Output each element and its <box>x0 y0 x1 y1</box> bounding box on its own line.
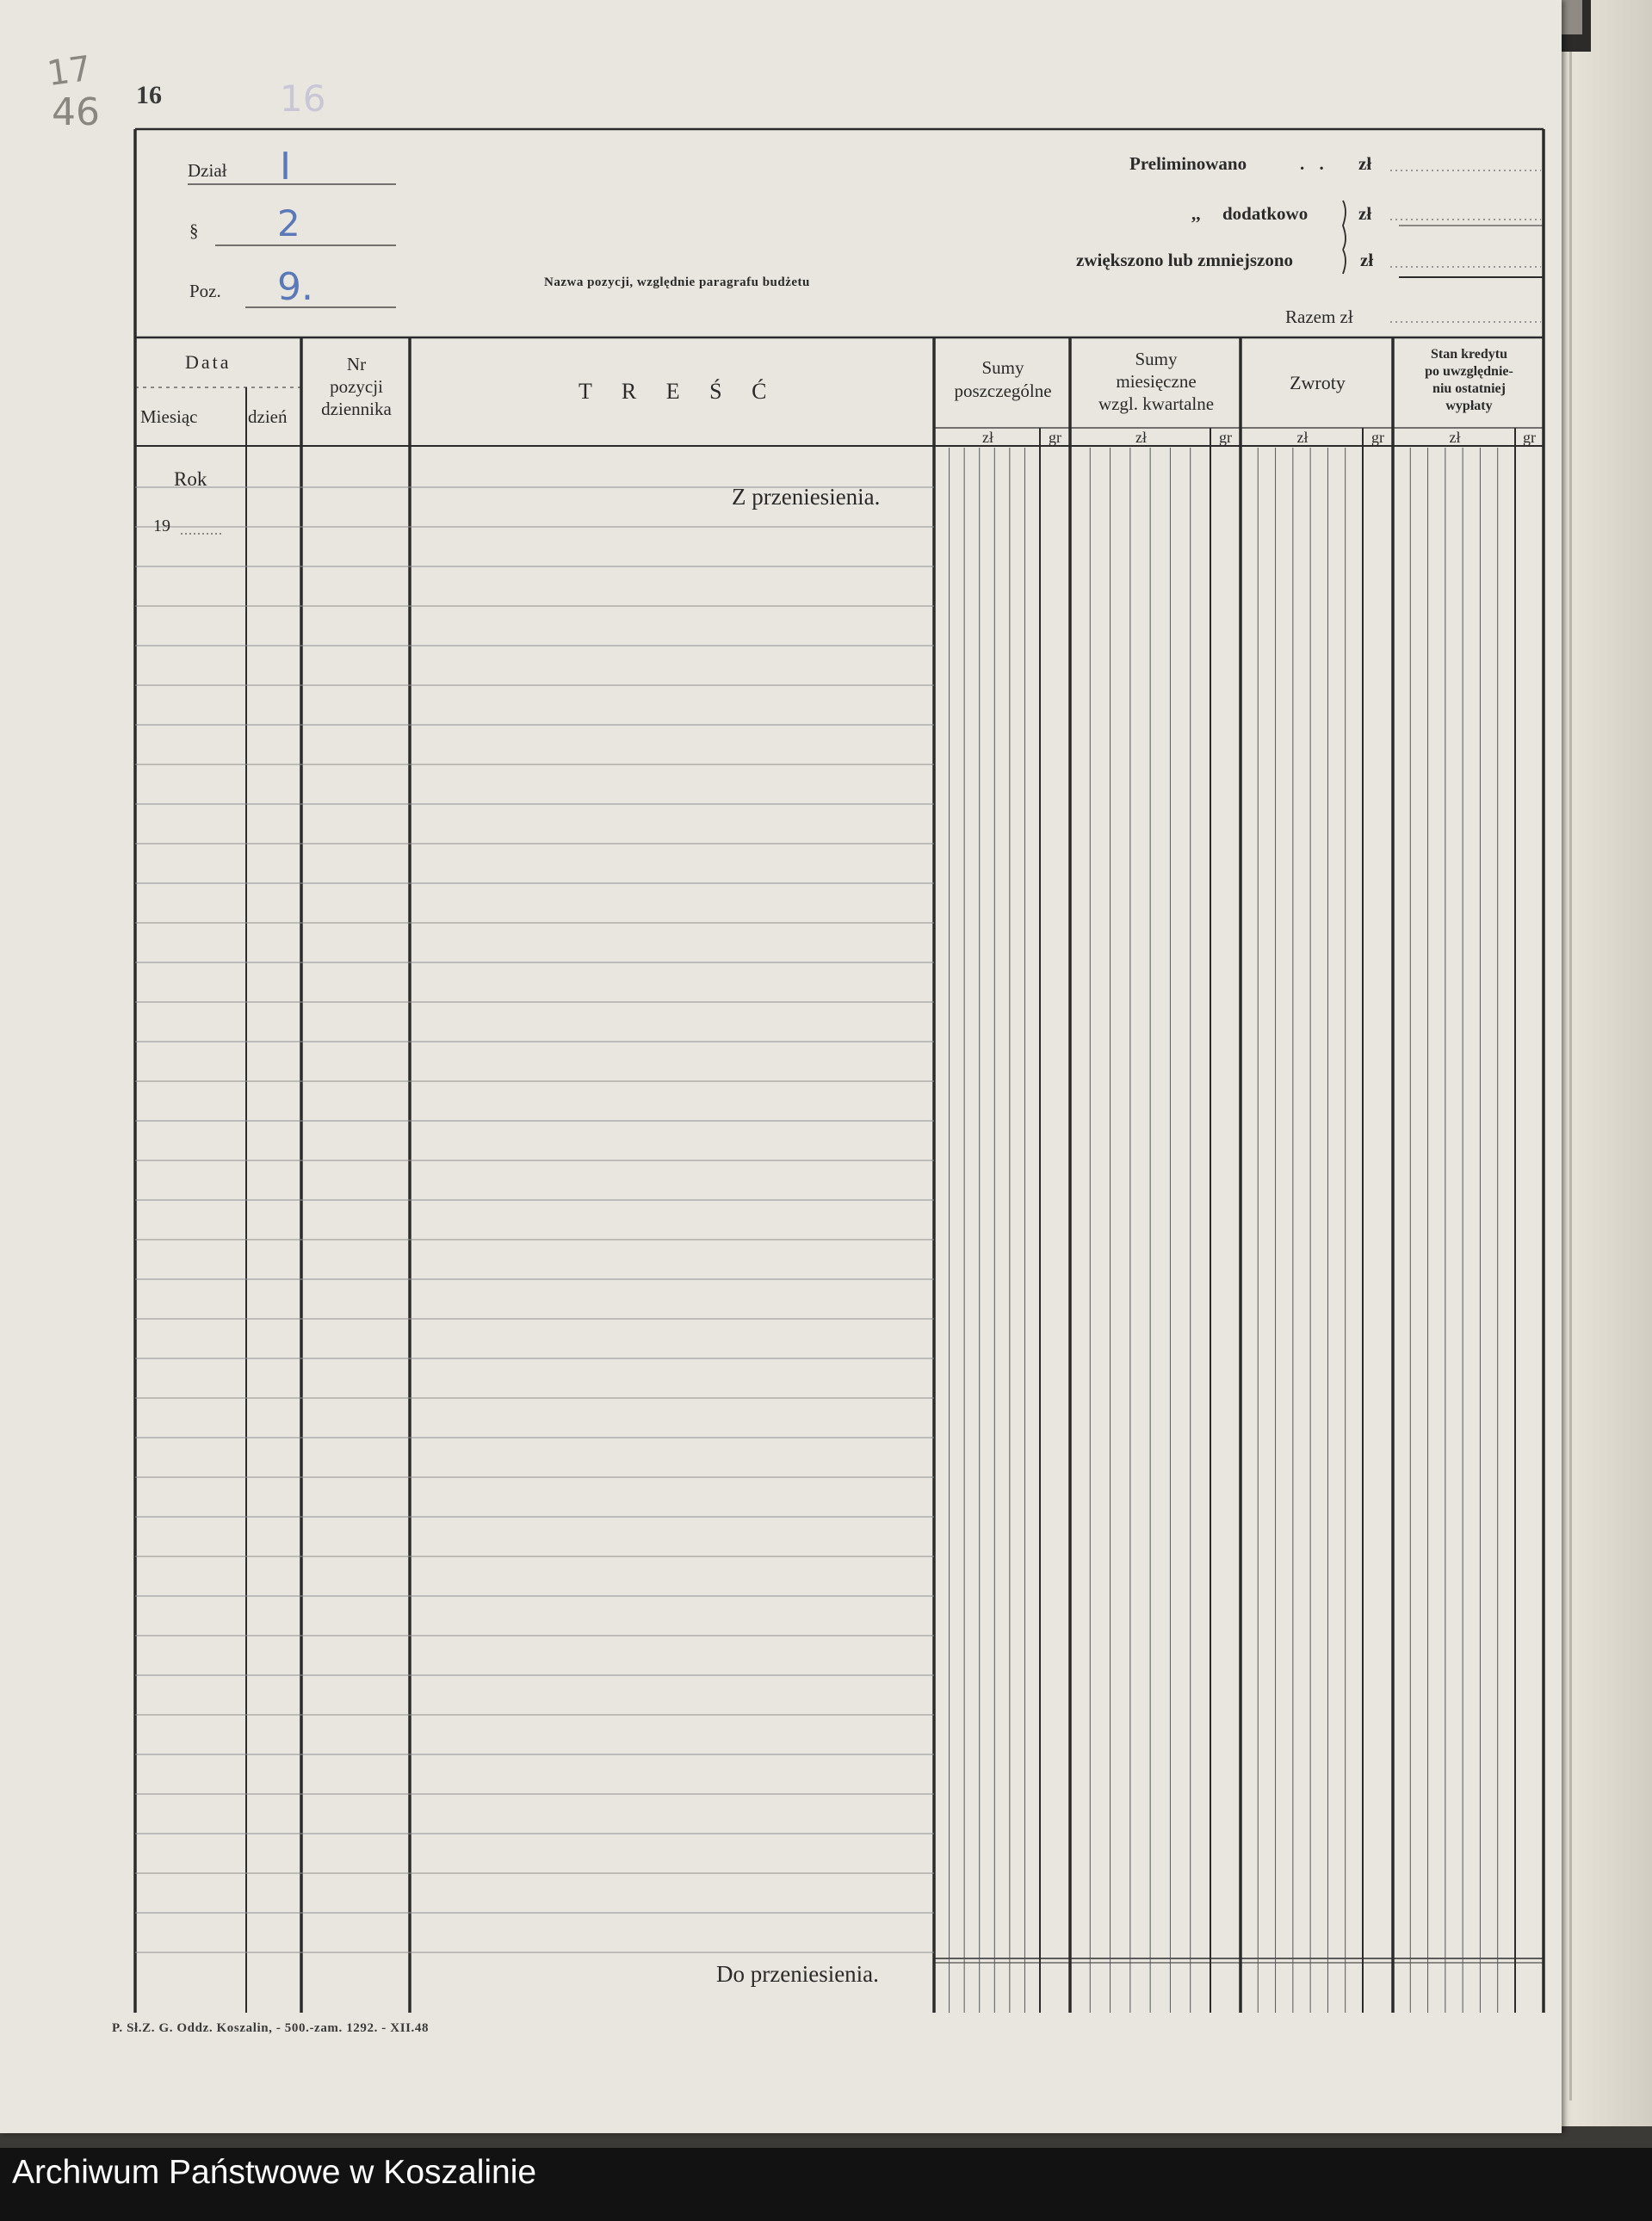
poz-label: Poz. <box>189 281 221 301</box>
poz-value: 9. <box>277 265 313 309</box>
zwiekszono-currency: zł <box>1360 250 1374 270</box>
stan-kredytu-header <box>1395 346 1544 415</box>
dzial-value: I <box>280 145 291 189</box>
stan-line-4: wypłaty <box>1445 399 1493 413</box>
sumy-poszczegolne-header <box>936 356 1070 403</box>
page-shadow-line <box>1569 34 1572 2100</box>
preliminowano-dots: . . <box>1300 153 1329 174</box>
paragraph-value: 2 <box>277 202 300 244</box>
dzien-header: dzień <box>248 406 288 427</box>
gr-label-3: gr <box>1371 429 1384 446</box>
binding-tab <box>1560 0 1582 34</box>
zl-label-4: zł <box>1449 429 1461 446</box>
sumy2-line-2: miesięczne <box>1116 371 1197 392</box>
miesiac-header: Miesiąc <box>140 406 198 427</box>
nr-pozycji-header <box>303 353 410 420</box>
razem-label: Razem zł <box>1285 306 1353 327</box>
year-prefix: 19 <box>153 517 170 535</box>
tresc-header: T R E Ś Ć <box>579 379 779 404</box>
z-przeniesienia: Z przeniesienia. <box>732 484 881 510</box>
dodatkowo-label: dodatkowo <box>1222 203 1309 224</box>
sumy1-line-1: Sumy <box>981 357 1024 378</box>
archive-caption: Archiwum Państwowe w Koszalinie <box>12 2154 537 2191</box>
dzial-label: Dział <box>188 160 227 181</box>
pencil-number-bottom: 46 <box>52 90 100 134</box>
rok-label: Rok <box>174 468 207 490</box>
data-header: Data <box>185 351 232 373</box>
sumy2-line-1: Sumy <box>1135 349 1178 369</box>
stan-line-3: niu ostatniej <box>1432 381 1506 396</box>
sumy1-line-2: poszczególne <box>954 380 1052 401</box>
printer-imprint: P. Sł.Z. G. Oddz. Koszalin, - 500.-zam. 1292. - XII.48 <box>112 2021 430 2035</box>
paragraph-label: § <box>189 220 199 241</box>
sumy2-line-3: wzgl. kwartalne <box>1098 393 1215 414</box>
stan-line-2: po uwzględnie- <box>1425 364 1513 379</box>
preliminowano-currency: zł <box>1358 153 1372 174</box>
zwiekszono-label: zwiększono lub zmniejszono <box>1076 250 1293 270</box>
gr-label-2: gr <box>1219 429 1232 446</box>
dodatkowo-quote: ,, <box>1191 203 1201 224</box>
nr-line-1: Nr <box>346 354 367 374</box>
printed-page-number: 16 <box>136 81 162 109</box>
sumy-miesieczne-header <box>1072 348 1241 415</box>
dodatkowo-currency: zł <box>1358 203 1372 224</box>
zwroty-header: Zwroty <box>1290 372 1346 393</box>
budget-caption: Nazwa pozycji, względnie paragrafu budżetu <box>544 275 810 289</box>
zl-label-1: zł <box>982 429 993 446</box>
preliminowano-label: Preliminowano <box>1129 153 1247 174</box>
do-przeniesienia: Do przeniesienia. <box>716 1961 879 1987</box>
nr-line-2: pozycji <box>330 376 383 397</box>
nr-line-3: dziennika <box>321 399 392 419</box>
gr-label-1: gr <box>1049 429 1061 446</box>
stan-line-1: Stan kredytu <box>1430 347 1508 362</box>
pencil-number-top: 17 <box>45 48 94 95</box>
gr-label-4: gr <box>1523 429 1536 446</box>
zl-label-2: zł <box>1135 429 1147 446</box>
zl-label-3: zł <box>1296 429 1309 446</box>
stamped-page-number: 16 <box>280 77 326 120</box>
